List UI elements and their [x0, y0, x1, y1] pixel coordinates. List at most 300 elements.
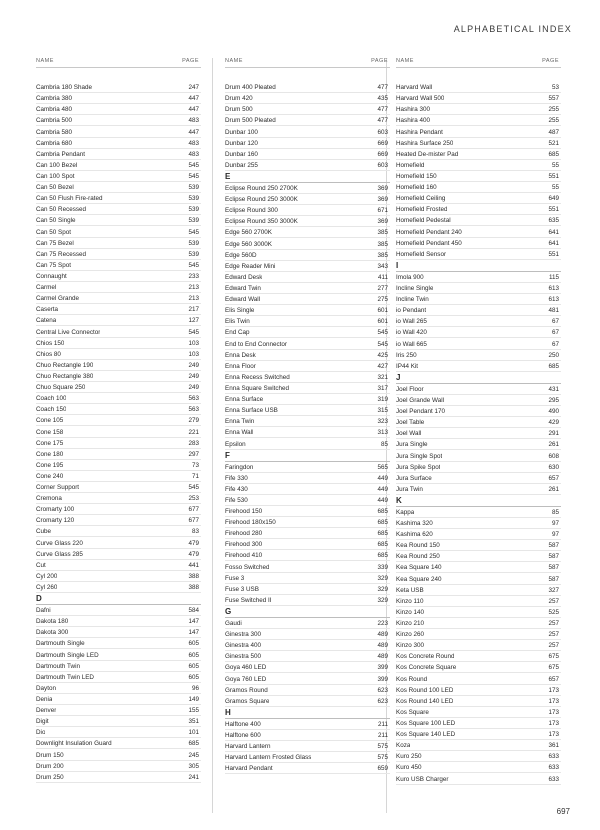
- entry-name: Joel Floor: [396, 385, 424, 393]
- entry-name: Ginestra 300: [225, 631, 262, 639]
- entry-name: Kinzo 300: [396, 642, 425, 650]
- entry-name: Edge 560 3000K: [225, 240, 272, 248]
- entry-name: Cambria 680: [36, 139, 73, 147]
- entry-page: 545: [188, 261, 199, 269]
- entry-name: Kea Round 250: [396, 553, 440, 561]
- index-entry: [396, 115, 561, 126]
- entry-page: 685: [377, 541, 388, 549]
- index-entry: [225, 82, 390, 93]
- entry-page: 55: [551, 161, 559, 169]
- index-entry: [36, 238, 201, 249]
- entry-name: Drum 500 Pleated: [225, 117, 276, 125]
- index-entry: [225, 629, 390, 640]
- entry-name: Can 50 Spot: [36, 228, 72, 236]
- index-entry: [225, 216, 390, 227]
- entry-page: 103: [188, 339, 199, 347]
- entry-page: 525: [548, 608, 559, 616]
- index-entry: [225, 752, 390, 763]
- entry-page: 630: [548, 463, 559, 471]
- entry-name: Halftone 600: [225, 732, 261, 740]
- index-entry: [225, 227, 390, 238]
- entry-page: 329: [377, 596, 388, 604]
- entry-page: 587: [548, 575, 559, 583]
- index-entry: [36, 249, 201, 260]
- index-entry: [225, 539, 390, 550]
- index-entry: [36, 271, 201, 282]
- entry-name: Jura Surface: [396, 474, 432, 482]
- entry-name: Kea Square 140: [396, 564, 442, 572]
- entry-page: 217: [188, 306, 199, 314]
- entry-name: Corner Support: [36, 484, 80, 492]
- entry-name: Joel Grande Wall: [396, 396, 445, 404]
- index-entry: [36, 404, 201, 415]
- entry-page: 319: [377, 396, 388, 404]
- entry-page: 369: [377, 218, 388, 226]
- index-entry: [36, 460, 201, 471]
- entry-name: Cone 195: [36, 461, 64, 469]
- entry-name: Cube: [36, 528, 52, 536]
- index-entry: [396, 384, 561, 395]
- index-entry: [396, 450, 561, 461]
- entry-name: Cone 175: [36, 439, 64, 447]
- entry-page: 575: [377, 754, 388, 762]
- index-entry: [396, 406, 561, 417]
- entry-page: 255: [548, 106, 559, 114]
- entry-page: 96: [191, 684, 199, 692]
- entry-page: 283: [188, 439, 199, 447]
- entry-name: Homefield Pendant 240: [396, 228, 462, 236]
- index-entry: [396, 473, 561, 484]
- entry-page: 295: [548, 396, 559, 404]
- entry-name: Goya 760 LED: [225, 675, 267, 683]
- entry-name: Gramos Round: [225, 686, 268, 694]
- index-entry: [225, 316, 390, 327]
- entry-name: Enna Surface: [225, 396, 264, 404]
- entry-page: 249: [188, 384, 199, 392]
- entry-name: Cromarty 100: [36, 506, 75, 514]
- entry-name: Homefield: [396, 161, 425, 169]
- entry-name: Cambria 500: [36, 117, 73, 125]
- index-entry: [36, 515, 201, 526]
- entry-page: 173: [548, 697, 559, 705]
- entry-page: 67: [551, 329, 559, 337]
- entry-name: Central Live Connector: [36, 328, 101, 336]
- entry-name: Enna Desk: [225, 351, 256, 359]
- entry-page: 245: [188, 751, 199, 759]
- index-entry: [225, 685, 390, 696]
- entry-name: Edward Twin: [225, 284, 261, 292]
- entry-page: 545: [188, 328, 199, 336]
- index-entry: [396, 126, 561, 137]
- entry-page: 173: [548, 686, 559, 694]
- entry-name: Jura Single Spot: [396, 452, 443, 460]
- index-entry: [36, 371, 201, 382]
- entry-page: 149: [188, 696, 199, 704]
- entry-page: 385: [377, 251, 388, 259]
- entry-page: 587: [548, 542, 559, 550]
- entry-name: Dartmouth Twin: [36, 662, 80, 670]
- entry-page: 71: [191, 472, 199, 480]
- entry-name: Firehood 280: [225, 530, 263, 538]
- index-entry: [396, 718, 561, 729]
- index-entry: [396, 484, 561, 495]
- index-entry: [36, 293, 201, 304]
- entry-page: 605: [188, 662, 199, 670]
- index-entry: [396, 762, 561, 773]
- index-entry: [36, 204, 201, 215]
- index-entry: [36, 616, 201, 627]
- entry-name: Coach 100: [36, 395, 67, 403]
- entry-page: 641: [548, 239, 559, 247]
- entry-name: Elis Single: [225, 307, 255, 315]
- entry-page: 250: [548, 351, 559, 359]
- index-entry: [36, 138, 201, 149]
- index-entry: [36, 82, 201, 93]
- index-entry: [396, 685, 561, 696]
- index-entry: [396, 740, 561, 751]
- entry-name: Caserta: [36, 306, 59, 314]
- index-entry: [396, 551, 561, 562]
- entry-page: 575: [377, 743, 388, 751]
- index-entry: [396, 283, 561, 294]
- index-entry: [36, 761, 201, 772]
- entry-name: Drum 200: [36, 762, 64, 770]
- index-entry: [36, 338, 201, 349]
- entry-name: Chios 80: [36, 350, 61, 358]
- entry-page: 605: [188, 673, 199, 681]
- entry-name: Kinzo 210: [396, 620, 425, 628]
- entry-page: 369: [377, 184, 388, 192]
- index-entry: [36, 449, 201, 460]
- entry-name: Firehood 410: [225, 552, 263, 560]
- entry-page: 247: [188, 84, 199, 92]
- entry-name: Fuse 3 USB: [225, 585, 259, 593]
- entry-page: 213: [188, 295, 199, 303]
- entry-name: Kinzo 260: [396, 631, 425, 639]
- entry-page: 677: [188, 506, 199, 514]
- index-entry: [36, 605, 201, 616]
- entry-name: Eclipse Round 250 2700K: [225, 184, 298, 192]
- index-entry: [396, 507, 561, 518]
- entry-name: Can 75 Spot: [36, 261, 72, 269]
- entry-name: Kashima 320: [396, 520, 433, 528]
- entry-name: IP44 Kit: [396, 362, 419, 370]
- index-entry: [396, 104, 561, 115]
- entry-page: 321: [377, 373, 388, 381]
- index-entry: [225, 595, 390, 606]
- index-entry: [396, 585, 561, 596]
- index-entry: [36, 315, 201, 326]
- index-entry: [396, 361, 561, 372]
- entry-name: Edward Desk: [225, 273, 263, 281]
- entry-page: 399: [377, 664, 388, 672]
- entry-name: Dayton: [36, 684, 56, 692]
- entry-page: 479: [188, 539, 199, 547]
- index-entry: [225, 149, 390, 160]
- entry-page: 127: [188, 317, 199, 325]
- entry-name: Homefield Pendant 450: [396, 239, 462, 247]
- entry-name: End Cap: [225, 329, 250, 337]
- entry-name: Dunbar 120: [225, 139, 258, 147]
- entry-page: 147: [188, 629, 199, 637]
- index-entry: [396, 305, 561, 316]
- entry-page: 685: [377, 530, 388, 538]
- index-entry: [36, 93, 201, 104]
- entry-page: 97: [551, 520, 559, 528]
- entry-name: Cambria 580: [36, 128, 73, 136]
- entry-name: Kos Concrete Square: [396, 664, 457, 672]
- index-entry: [225, 338, 390, 349]
- index-entry: [396, 518, 561, 529]
- index-entry: [36, 126, 201, 137]
- index-entry: [396, 82, 561, 93]
- index-entry: [36, 171, 201, 182]
- index-entry: [225, 473, 390, 484]
- entry-name: End to End Connector: [225, 340, 287, 348]
- index-entry: [36, 304, 201, 315]
- entry-name: Cambria Pendant: [36, 150, 86, 158]
- entry-page: 669: [377, 139, 388, 147]
- index-entry: [396, 462, 561, 473]
- entry-name: Dartmouth Single: [36, 640, 85, 648]
- index-entry: [396, 707, 561, 718]
- entry-page: 545: [188, 228, 199, 236]
- index-entry: [396, 696, 561, 707]
- entry-name: Can 50 Single: [36, 217, 76, 225]
- entry-name: Eclipse Round 300: [225, 207, 278, 215]
- entry-name: Firehood 150: [225, 508, 263, 516]
- entry-page: 601: [377, 307, 388, 315]
- entry-page: 213: [188, 284, 199, 292]
- entry-name: Homefield Pedestal: [396, 217, 451, 225]
- entry-page: 351: [188, 718, 199, 726]
- entry-name: Harvard Lantern: [225, 743, 271, 751]
- entry-name: Chuo Rectangle 380: [36, 372, 94, 380]
- entry-page: 545: [377, 340, 388, 348]
- entry-name: Dunbar 100: [225, 128, 258, 136]
- entry-page: 388: [188, 584, 199, 592]
- index-entry: [36, 360, 201, 371]
- entry-page: 551: [548, 250, 559, 258]
- entry-page: 641: [548, 228, 559, 236]
- entry-name: Downlight Insulation Guard: [36, 740, 112, 748]
- entry-name: Jura Twin: [396, 485, 423, 493]
- index-entry: [36, 627, 201, 638]
- entry-page: 291: [548, 430, 559, 438]
- column-divider: [212, 58, 213, 813]
- entry-name: Coach 150: [36, 406, 67, 414]
- index-entry: [396, 138, 561, 149]
- entry-page: 671: [377, 207, 388, 215]
- index-entry: [36, 215, 201, 226]
- index-entry: [36, 438, 201, 449]
- entry-name: Can 50 Flush Fire-rated: [36, 195, 103, 203]
- index-entry: [36, 382, 201, 393]
- entry-name: Hashira 300: [396, 106, 430, 114]
- entry-name: io Wall 265: [396, 318, 427, 326]
- entry-name: Faringdon: [225, 463, 254, 471]
- entry-page: 657: [548, 675, 559, 683]
- index-entry: [396, 204, 561, 215]
- index-entry: [396, 640, 561, 651]
- entry-name: Kinzo 140: [396, 608, 425, 616]
- index-entry: [36, 415, 201, 426]
- entry-name: Kos Square 100 LED: [396, 720, 456, 728]
- index-entry: [36, 749, 201, 760]
- entry-name: Fife 530: [225, 496, 248, 504]
- entry-page: 539: [188, 217, 199, 225]
- entry-name: Kea Square 240: [396, 575, 442, 583]
- entry-name: Enna Surface USB: [225, 407, 278, 415]
- index-entry: [225, 719, 390, 730]
- entry-page: 557: [548, 95, 559, 103]
- index-entry: [225, 662, 390, 673]
- entry-name: Cambria 180 Shade: [36, 84, 93, 92]
- entry-name: Homefield 160: [396, 184, 437, 192]
- entry-page: 633: [548, 753, 559, 761]
- index-entry: [396, 651, 561, 662]
- entry-name: Denia: [36, 696, 53, 704]
- entry-name: Drum 400 Pleated: [225, 84, 276, 92]
- entry-name: Drum 500: [225, 106, 253, 114]
- entry-page: 685: [548, 150, 559, 158]
- entry-name: Kuro 450: [396, 764, 422, 772]
- entry-name: Can 75 Recessed: [36, 250, 87, 258]
- entry-page: 539: [188, 184, 199, 192]
- entry-page: 551: [548, 206, 559, 214]
- entry-page: 477: [377, 84, 388, 92]
- entry-page: 603: [377, 161, 388, 169]
- entry-page: 329: [377, 585, 388, 593]
- entry-name: Hashira Surface 250: [396, 139, 454, 147]
- entry-page: 431: [548, 385, 559, 393]
- entry-name: Chuo Rectangle 190: [36, 361, 94, 369]
- entry-name: Chuo Square 250: [36, 384, 86, 392]
- entry-name: Kinzo 110: [396, 597, 424, 605]
- entry-name: Incline Twin: [396, 296, 429, 304]
- entry-page: 605: [188, 640, 199, 648]
- entry-name: Harvard Pendant: [225, 765, 273, 773]
- index-entry: [36, 582, 201, 593]
- entry-name: Kuro 250: [396, 753, 422, 761]
- entry-name: Ginestra 400: [225, 642, 262, 650]
- entry-page: 584: [188, 607, 199, 615]
- index-entry: [225, 138, 390, 149]
- entry-page: 257: [548, 642, 559, 650]
- entry-name: Dakota 180: [36, 618, 69, 626]
- entry-name: Drum 250: [36, 773, 64, 781]
- index-entry: [396, 350, 561, 361]
- entry-name: Cyl 260: [36, 584, 58, 592]
- entry-page: 101: [188, 729, 199, 737]
- index-entry: [396, 729, 561, 740]
- index-entry: [225, 506, 390, 517]
- entry-name: Ginestra 500: [225, 653, 262, 661]
- entry-page: 489: [377, 631, 388, 639]
- entry-page: 633: [548, 764, 559, 772]
- index-entry: [225, 618, 390, 629]
- index-entry: [36, 705, 201, 716]
- index-entry: [396, 395, 561, 406]
- index-entry: [36, 683, 201, 694]
- entry-page: 565: [377, 463, 388, 471]
- entry-page: 483: [188, 150, 199, 158]
- entry-name: Homefield Sensor: [396, 250, 447, 258]
- entry-page: 388: [188, 572, 199, 580]
- entry-page: 369: [377, 196, 388, 204]
- entry-name: Connaught: [36, 272, 67, 280]
- index-entry: [396, 327, 561, 338]
- index-entry: [225, 651, 390, 662]
- entry-page: 155: [188, 707, 199, 715]
- entry-page: 447: [188, 106, 199, 114]
- index-entry: [36, 104, 201, 115]
- entry-page: 427: [377, 362, 388, 370]
- entry-name: Harvard Wall 500: [396, 95, 445, 103]
- entry-page: 53: [551, 84, 559, 92]
- column-header: [36, 58, 201, 68]
- entry-name: Catena: [36, 317, 57, 325]
- index-entry: [225, 250, 390, 261]
- index-entry: [225, 561, 390, 572]
- index-entry: [36, 182, 201, 193]
- entry-name: Can 50 Bezel: [36, 184, 74, 192]
- index-entry: [225, 584, 390, 595]
- entry-page: 173: [548, 708, 559, 716]
- entry-page: 441: [188, 561, 199, 569]
- entry-name: Cone 240: [36, 472, 64, 480]
- entry-page: 603: [377, 128, 388, 136]
- entry-page: 649: [548, 195, 559, 203]
- entry-name: Eclipse Round 350 3000K: [225, 218, 298, 226]
- entry-page: 675: [548, 653, 559, 661]
- index-entry: [36, 694, 201, 705]
- index-column-3: [396, 58, 561, 785]
- index-entry: [396, 662, 561, 673]
- entry-page: 601: [377, 318, 388, 326]
- entry-name: Kuro USB Charger: [396, 775, 449, 783]
- index-entry: [36, 482, 201, 493]
- entry-page: 343: [377, 262, 388, 270]
- entry-page: 545: [188, 484, 199, 492]
- entry-page: 659: [377, 765, 388, 773]
- entry-page: 115: [548, 273, 559, 281]
- entry-name: Jura Single: [396, 441, 428, 449]
- entry-name: Dartmouth Single LED: [36, 651, 99, 659]
- entry-page: 429: [548, 419, 559, 427]
- index-entry: [225, 283, 390, 294]
- entry-page: 329: [377, 574, 388, 582]
- entry-page: 221: [188, 428, 199, 436]
- entry-page: 85: [380, 440, 388, 448]
- entry-page: 147: [188, 618, 199, 626]
- entry-name: Denver: [36, 707, 57, 715]
- entry-page: 657: [548, 474, 559, 482]
- entry-name: Fife 330: [225, 474, 248, 482]
- index-entry: [36, 471, 201, 482]
- entry-name: Fuse 3: [225, 574, 245, 582]
- index-entry: [36, 549, 201, 560]
- index-entry: [225, 517, 390, 528]
- index-entry: [396, 226, 561, 237]
- index-entry: [225, 427, 390, 438]
- entry-page: 675: [548, 664, 559, 672]
- index-entry: [36, 571, 201, 582]
- index-entry: [36, 115, 201, 126]
- index-entry: [36, 393, 201, 404]
- index-entry: [396, 238, 561, 249]
- index-entry: [396, 171, 561, 182]
